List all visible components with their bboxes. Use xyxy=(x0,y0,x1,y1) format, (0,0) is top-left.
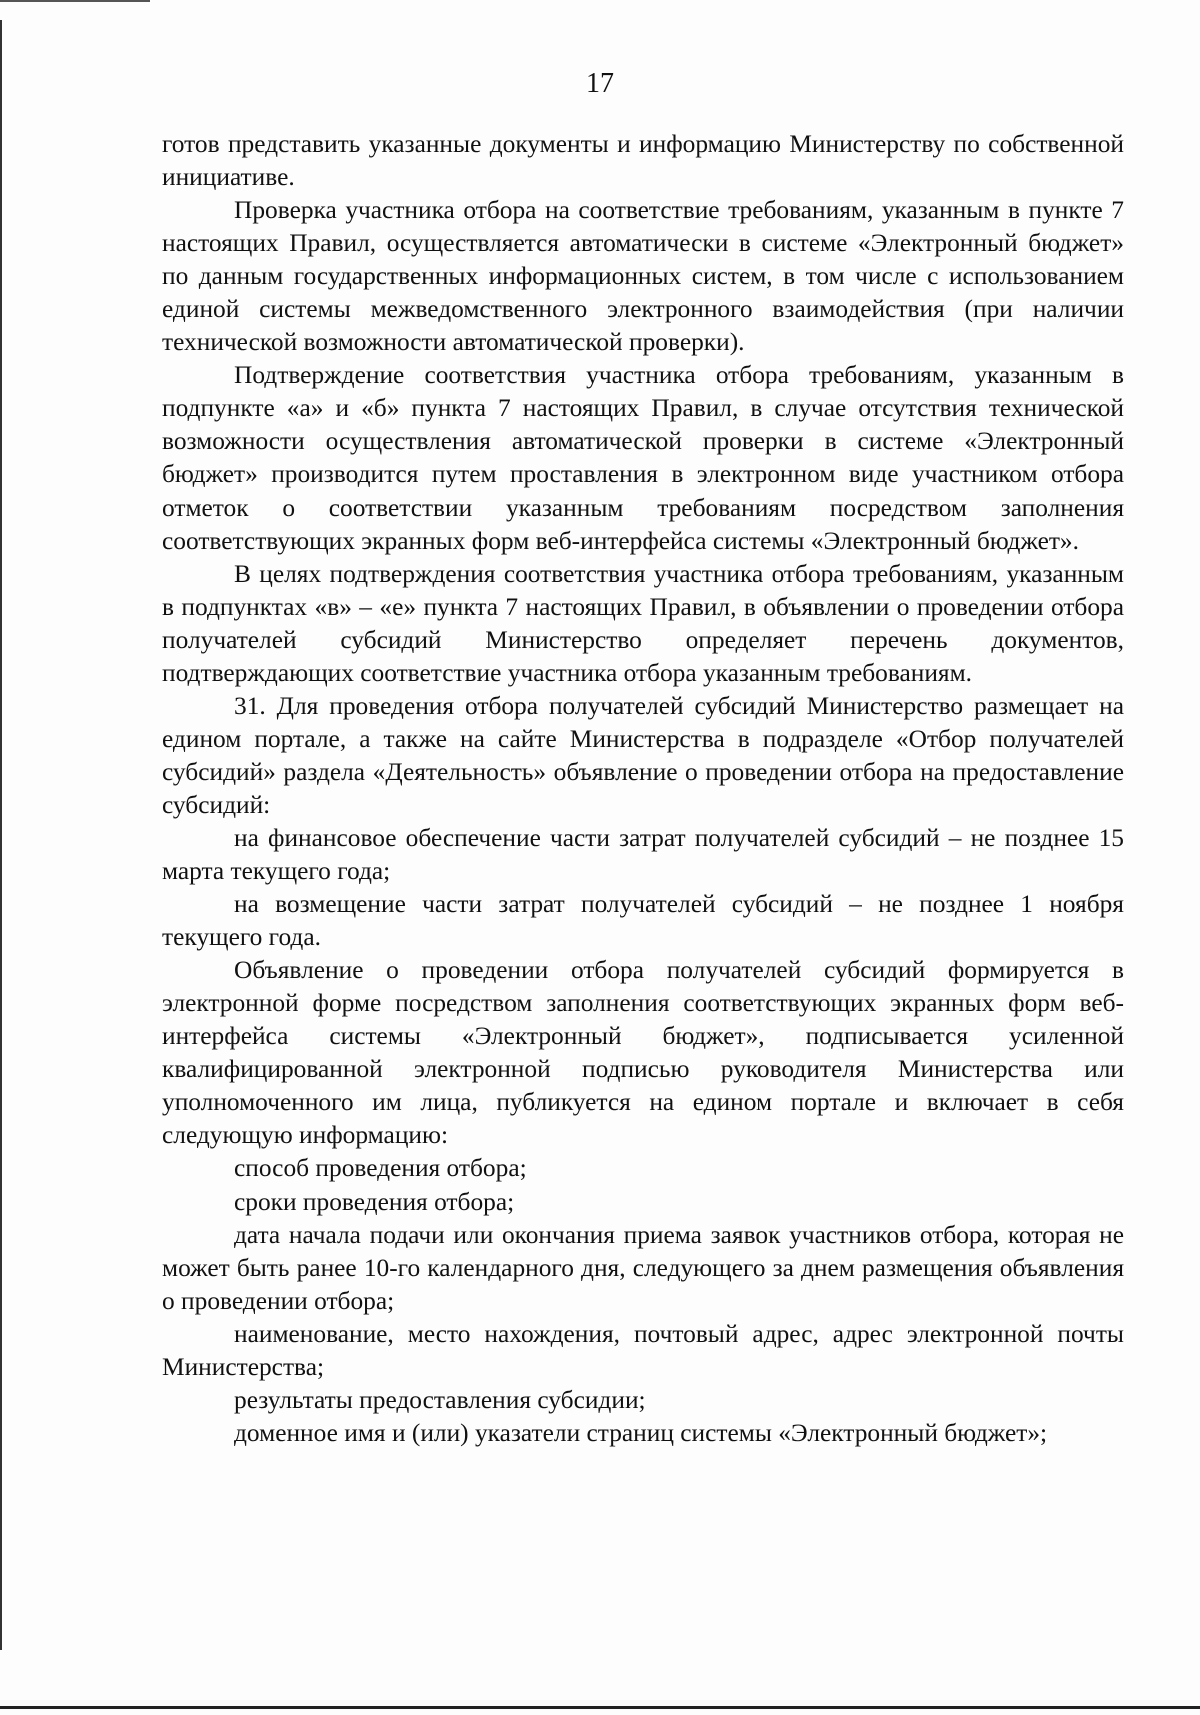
list-item-selection-method: способ проведения отбора; xyxy=(234,1154,527,1183)
scan-border-left xyxy=(0,20,2,1650)
paragraph-announcement: Объявление о проведении отбора получателей субсидий формируется в электронной форме посредством заполнения соответствующих экранных форм веб-интерфейса системы «Электронный бюджет», подписывается усиленной квалифицированной электронной подписью руководителя Министерства или уполномоченного им лица, публикуется на едином портале и включает в себя следующую информацию: xyxy=(162,956,1124,1150)
paragraph-deadline-financing: на финансовое обеспечение части затрат получателей субсидий – не позднее 15 марта текущего года; xyxy=(162,823,1124,886)
list-item-application-dates: дата начала подачи или окончания приема заявок участников отбора, которая не может быть ранее 10-го календарного дня, следующего за днем размещения объявления о проведении отбора; xyxy=(162,1220,1124,1315)
paragraph-automatic-check: Проверка участника отбора на соответствие требованиям, указанным в пункте 7 настоящих Правил, осуществляется автоматически в системе «Электронный бюджет» по данным государственных информационных систем, в том числе с использованием единой системы межведомственного электронного взаимодействия (при наличии технической возможности автоматической проверки). xyxy=(162,196,1124,357)
document-body xyxy=(162,128,1124,1450)
paragraph-confirmation-a-b: Подтверждение соответствия участника отбора требованиям, указанным в подпункте «а» и «б» пункта 7 настоящих Правил, в случае отсутствия технической возможности осуществления автоматической проверки в системе «Электронный бюджет» производится путем проставления в электронном виде участником отбора отметок о соответствии указанным требованиям посредством заполнения соответствующих экранных форм веб-интерфейса системы «Электронный бюджет». xyxy=(162,361,1124,555)
paragraph-deadline-reimbursement: на возмещение части затрат получателей субсидий – не позднее 1 ноября текущего года. xyxy=(162,890,1124,952)
list-item-subsidy-results: результаты предоставления субсидии; xyxy=(234,1385,646,1414)
paragraph-continuation: готов представить указанные документы и информацию Министерству по собственной инициативе. xyxy=(162,130,1124,192)
paragraph-clause-31: 31. Для проведения отбора получателей субсидий Министерство размещает на едином портале, а также на сайте Министерства в подразделе «Отбор получателей субсидий» раздела «Деятельность» объявление о проведении отбора на предоставление субсидий: xyxy=(162,691,1124,819)
paragraph-confirmation-v-e: В целях подтверждения соответствия участника отбора требованиям, указанным в подпунктах «в» – «е» пункта 7 настоящих Правил, в объявлении о проведении отбора получателей субсидий Министерство определяет перечень документов, подтверждающих соответствие участника отбора указанным требованиям. xyxy=(162,559,1124,687)
list-item-selection-dates: сроки проведения отбора; xyxy=(234,1187,515,1216)
scan-border-bottom xyxy=(0,1706,1200,1709)
page-number: 17 xyxy=(586,68,614,99)
list-item-ministry-contacts: наименование, место нахождения, почтовый адрес, адрес электронной почты Министерства; xyxy=(162,1319,1124,1381)
list-item-domain-name: доменное имя и (или) указатели страниц системы «Электронный бюджет»; xyxy=(234,1418,1048,1447)
scan-border-top xyxy=(0,0,150,2)
